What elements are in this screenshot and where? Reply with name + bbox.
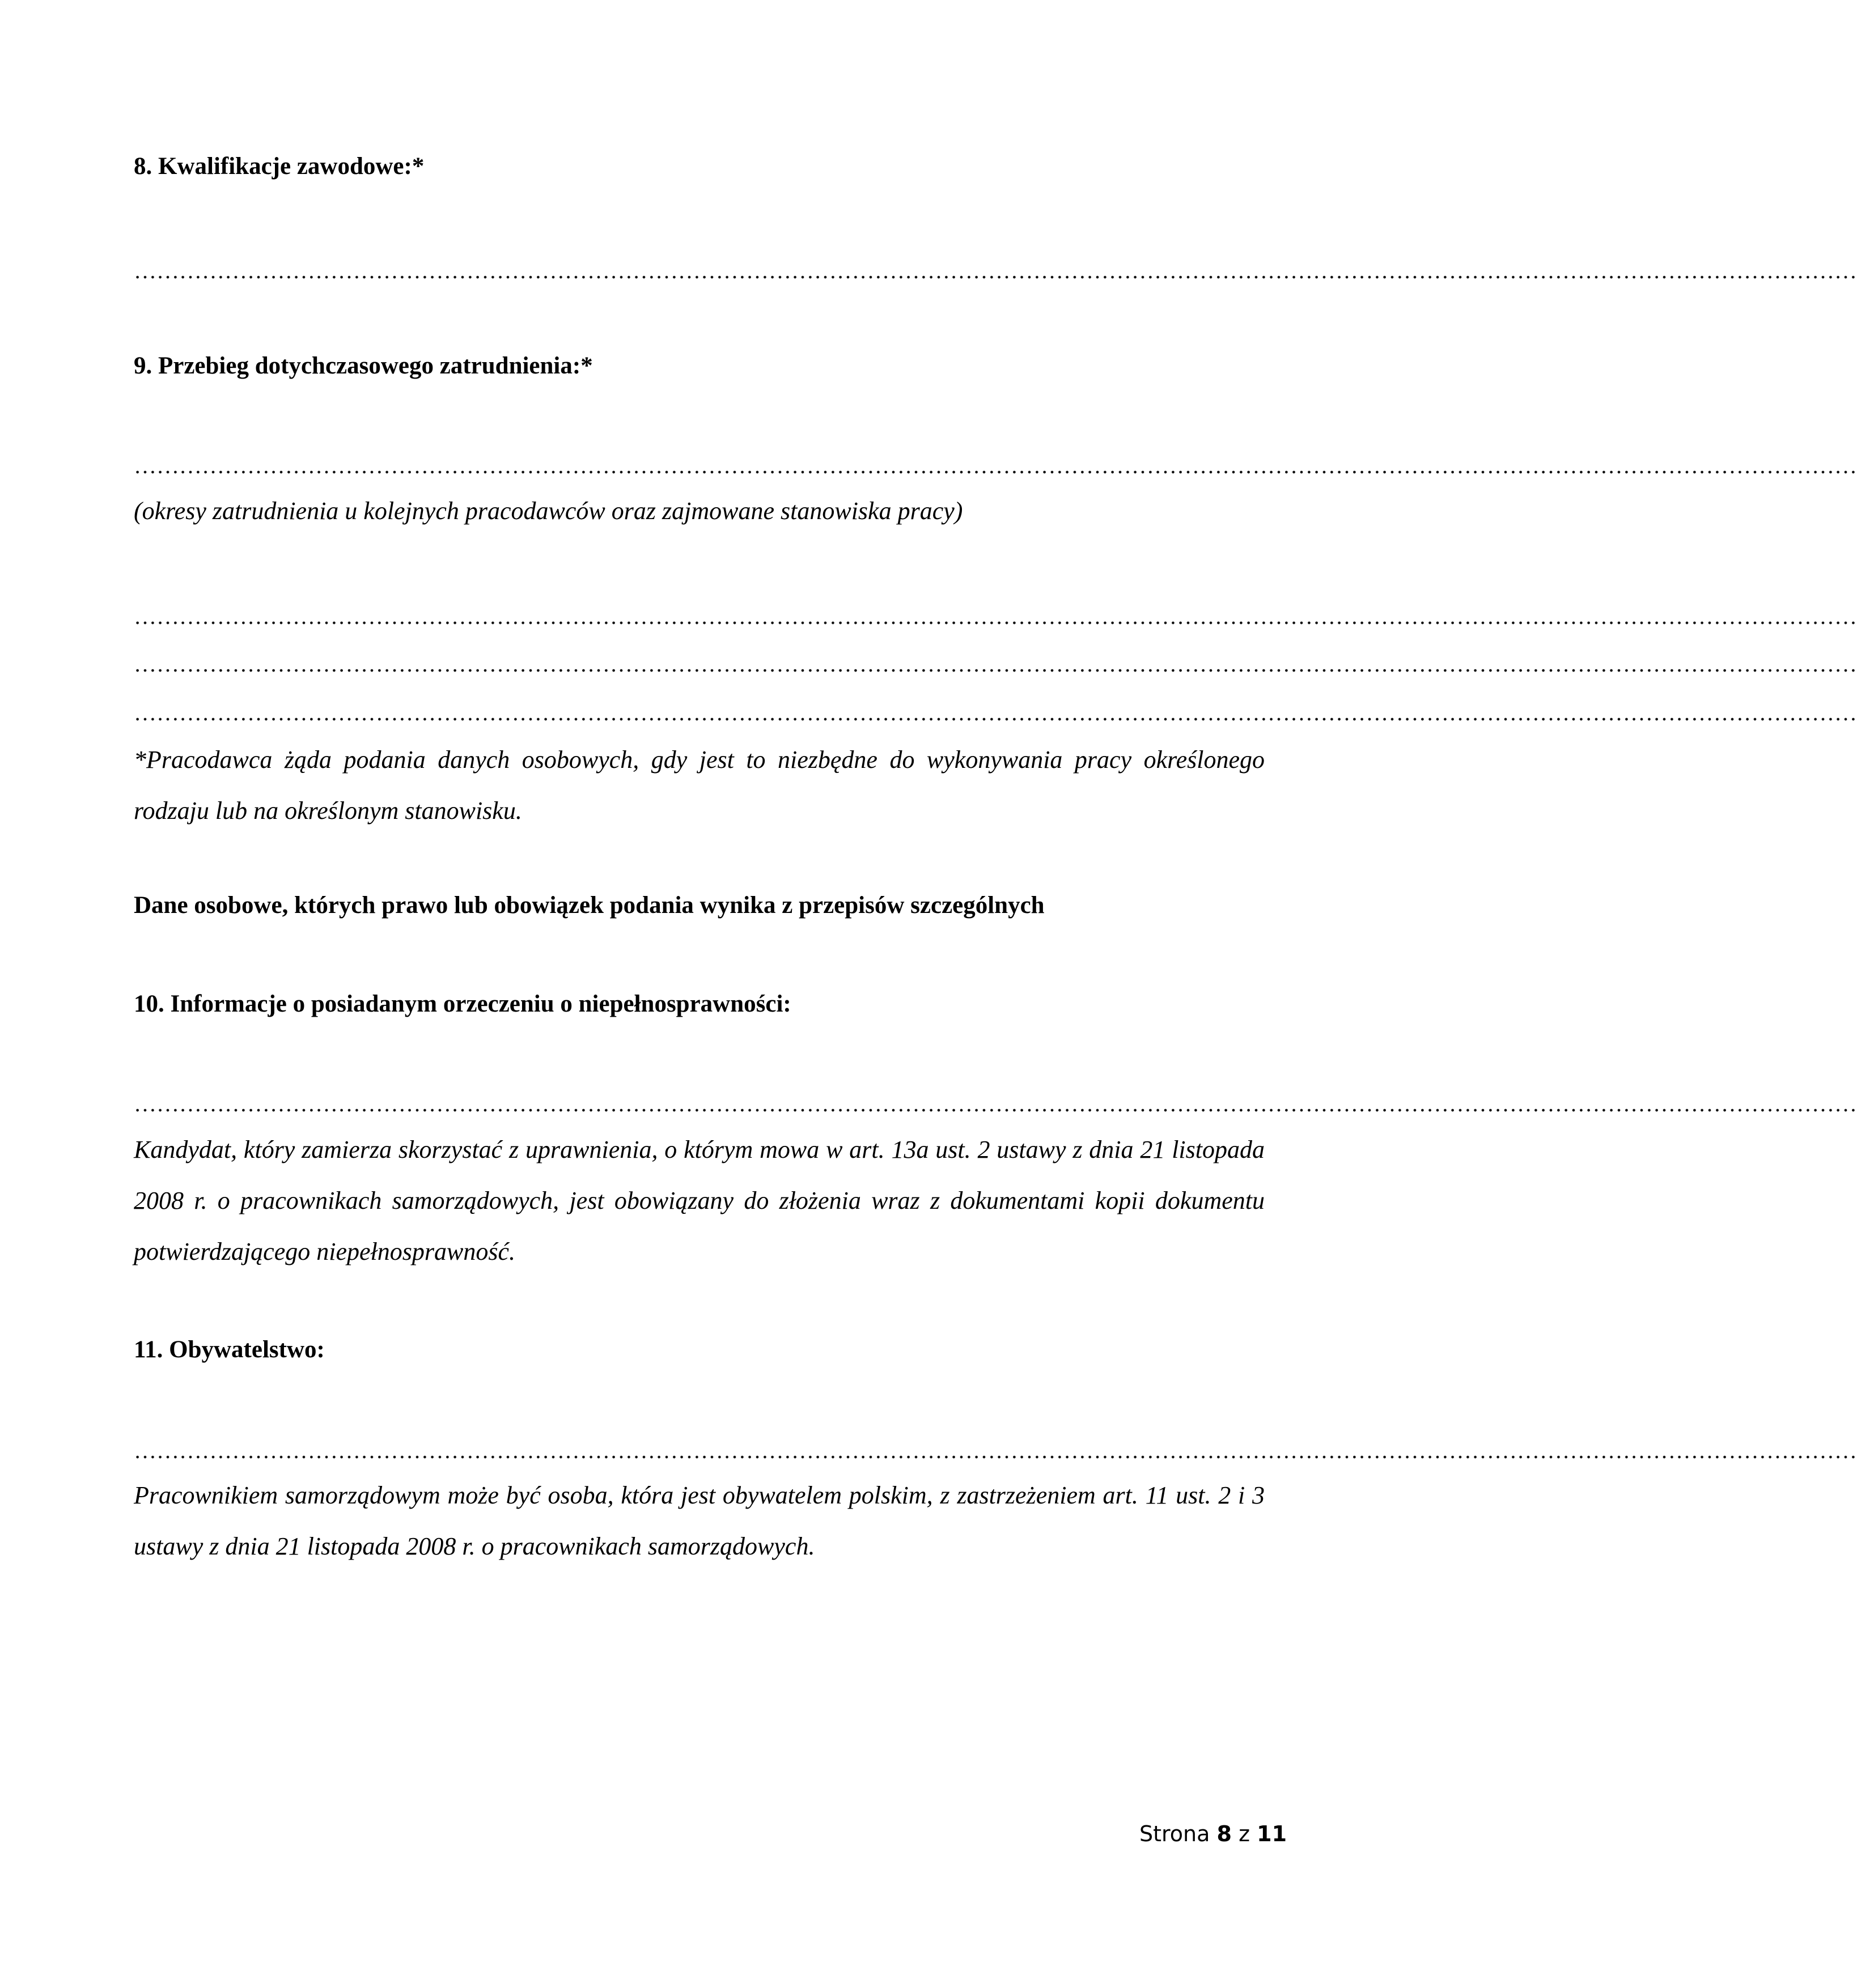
dotted-line-employment-3[interactable]: ………………………………………………………………………………………………………………………………………………………………………………………………………… (134, 651, 1857, 677)
special-data-heading: Dane osobowe, których prawo lub obowiązek podania wynika z przepisów szczególnych (134, 892, 1045, 919)
citizenship-note: Pracownikiem samorządowym może być osoba, która jest obywatelem polskim, z zastrzeżeniem art. 11 ust. 2 i 3 ustawy z dnia 21 listopada 2008 r. o pracownikach samorządowych. (134, 1481, 1265, 1560)
page-number-total: 11 (1257, 1821, 1287, 1846)
page-number (1139, 1821, 1287, 1846)
employer-footnote: *Pracodawca żąda podania danych osobowych, gdy jest to niezbędne do wykonywania pracy określonego rodzaju lub na określonym stanowisku. (134, 746, 1265, 825)
dotted-line-employment-4[interactable]: ………………………………………………………………………………………………………………………………………………………………………………………………………… (134, 700, 1857, 725)
page-number-prefix: Strona (1139, 1821, 1210, 1846)
section-11-heading: 11. Obywatelstwo: (134, 1336, 325, 1363)
section-10-heading: 10. Informacje o posiadanym orzeczeniu o niepełnosprawności: (134, 991, 791, 1017)
page-number-current: 8 (1216, 1821, 1232, 1846)
section-8-heading: 8. Kwalifikacje zawodowe:* (134, 153, 425, 180)
employment-note: (okresy zatrudnienia u kolejnych pracodawców oraz zajmowane stanowiska pracy) (134, 497, 963, 525)
dotted-line-employment[interactable]: ………………………………………………………………………………………………………………………………………………………………………………………………………… (134, 453, 1857, 478)
dotted-line-disability[interactable]: ………………………………………………………………………………………………………………………………………………………………………………………………………… (134, 1091, 1857, 1116)
section-9-heading: 9. Przebieg dotychczasowego zatrudnienia:* (134, 352, 593, 379)
disability-note: Kandydat, który zamierza skorzystać z uprawnienia, o którym mowa w art. 13a ust. 2 ustawy z dnia 21 listopada 2008 r. o pracownikach samorządowych, jest obowiązany do złożenia wraz z dokumentami kopii dokumentu potwierdzającego niepełnosprawność. (134, 1136, 1265, 1265)
dotted-line-qualifications[interactable]: ………………………………………………………………………………………………………………………………………………………………………………………………………… (134, 258, 1857, 283)
page-number-separator: z (1239, 1821, 1250, 1846)
dotted-line-employment-2[interactable]: ………………………………………………………………………………………………………………………………………………………………………………………………………… (134, 604, 1857, 629)
dotted-line-citizenship[interactable]: ………………………………………………………………………………………………………………………………………………………………………………………………………… (134, 1438, 1857, 1463)
